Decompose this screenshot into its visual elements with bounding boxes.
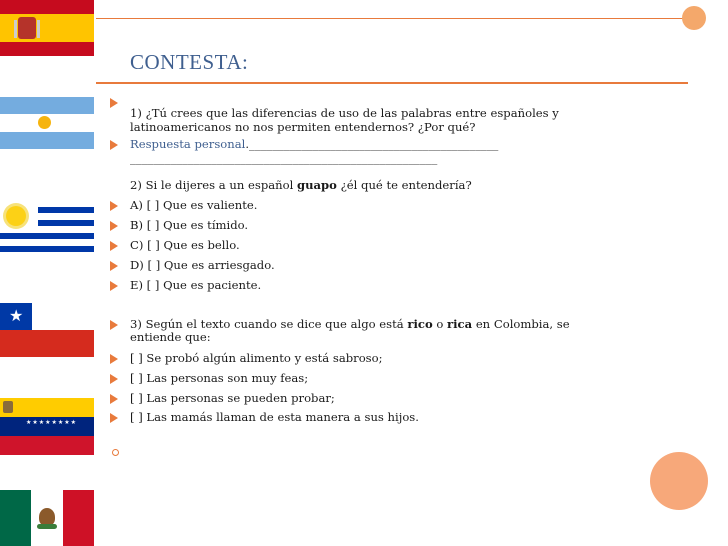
bullet-icon	[110, 241, 118, 251]
answer-link[interactable]: Respuesta personal	[130, 137, 246, 151]
top-divider	[96, 18, 688, 19]
bullet-icon	[110, 394, 118, 404]
decorative-circle-large	[650, 452, 708, 510]
argentina-flag-icon	[0, 97, 94, 149]
bullet-icon	[110, 201, 118, 211]
bullet-icon	[110, 261, 118, 271]
chile-flag-icon: ★	[0, 303, 94, 357]
title-divider	[96, 82, 688, 84]
sub-bullet-icon	[112, 449, 119, 456]
bullet-icon	[110, 413, 118, 423]
uruguay-flag-icon	[0, 200, 94, 260]
venezuela-flag-icon: ★★★★★★★★	[0, 398, 94, 455]
bullet-icon	[110, 354, 118, 364]
bullet-icon	[110, 281, 118, 291]
bullet-icon	[110, 221, 118, 231]
page-title: CONTESTA:	[130, 50, 249, 74]
bullet-icon	[110, 98, 118, 108]
bullet-icon	[110, 374, 118, 384]
bullet-icon	[110, 140, 118, 150]
spain-flag-icon	[0, 0, 94, 56]
bullet-icon	[110, 320, 118, 330]
mexico-flag-icon	[0, 490, 94, 546]
decorative-circle	[682, 6, 706, 30]
